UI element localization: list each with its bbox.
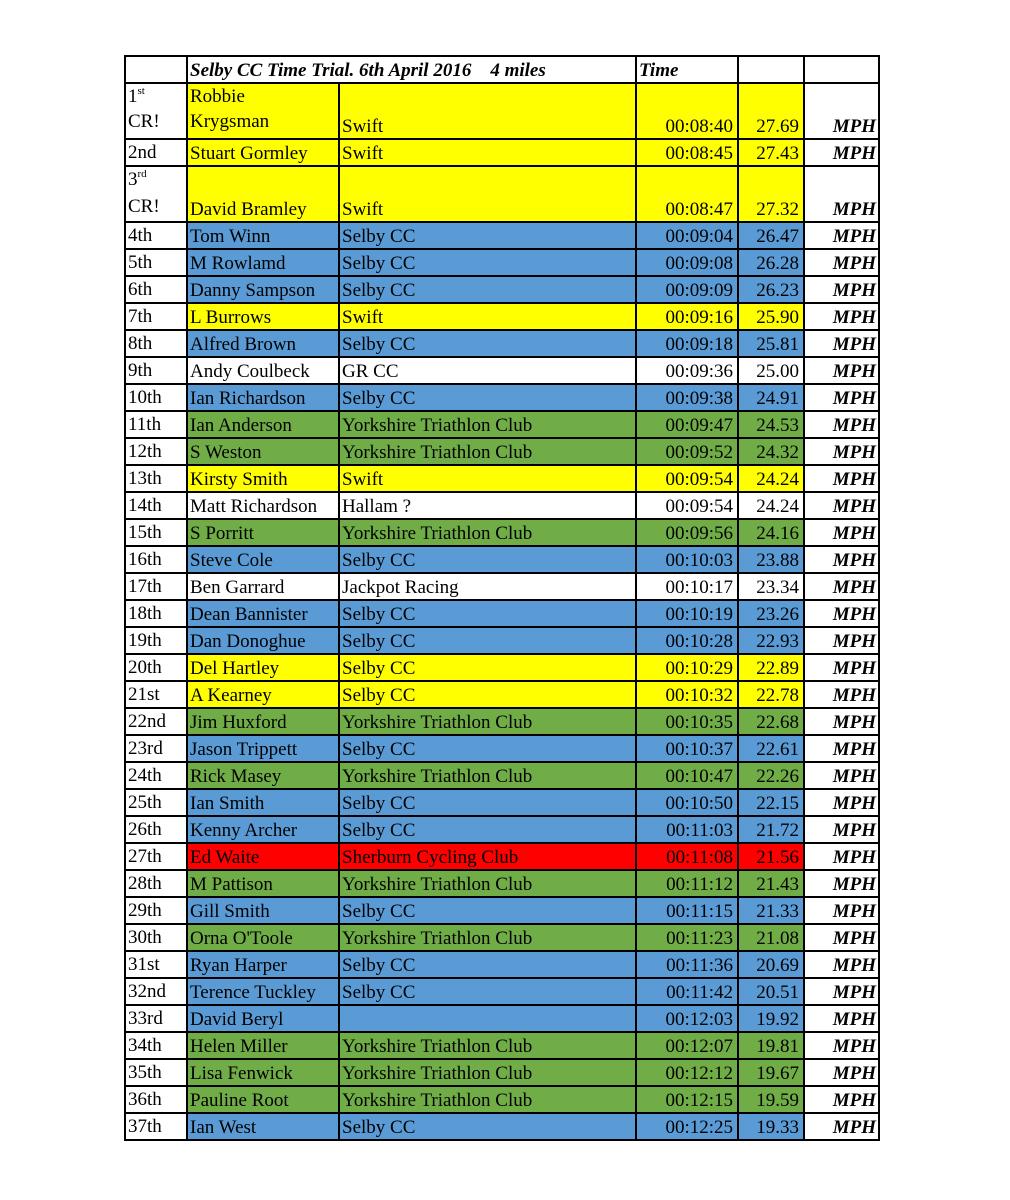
speed-cell: 27.69 bbox=[738, 83, 804, 139]
table-row bbox=[125, 303, 879, 330]
unit-cell: MPH bbox=[804, 762, 879, 789]
speed-cell: 23.88 bbox=[738, 546, 804, 573]
rider-name-cell: M Pattison bbox=[187, 870, 339, 897]
header-blank-cell bbox=[804, 56, 879, 83]
rider-first-name: Robbie bbox=[190, 86, 245, 107]
table-row bbox=[125, 465, 879, 492]
speed-cell: 25.81 bbox=[738, 330, 804, 357]
unit-cell: MPH bbox=[804, 303, 879, 330]
unit-cell: MPH bbox=[804, 83, 879, 139]
position-cell: 28th bbox=[125, 870, 187, 897]
time-cell: 00:12:12 bbox=[636, 1059, 738, 1086]
speed-cell: 22.68 bbox=[738, 708, 804, 735]
unit-cell: MPH bbox=[804, 951, 879, 978]
time-cell: 00:09:52 bbox=[636, 438, 738, 465]
position-cell: 37th bbox=[125, 1113, 187, 1140]
club-cell: Selby CC bbox=[339, 276, 636, 303]
speed-cell: 19.33 bbox=[738, 1113, 804, 1140]
rider-name-cell: Ian West bbox=[187, 1113, 339, 1140]
time-cell: 00:09:56 bbox=[636, 519, 738, 546]
club-cell: Swift bbox=[339, 465, 636, 492]
table-row bbox=[125, 951, 879, 978]
position-cell bbox=[125, 83, 187, 139]
rider-name-cell: L Burrows bbox=[187, 303, 339, 330]
table-row bbox=[125, 627, 879, 654]
rider-name-cell: Alfred Brown bbox=[187, 330, 339, 357]
time-cell: 00:08:47 bbox=[636, 166, 738, 222]
time-cell: 00:09:54 bbox=[636, 492, 738, 519]
rider-name-cell: Matt Richardson bbox=[187, 492, 339, 519]
club-cell: Selby CC bbox=[339, 978, 636, 1005]
table-row bbox=[125, 384, 879, 411]
time-cell: 00:10:47 bbox=[636, 762, 738, 789]
club-cell: Swift bbox=[339, 303, 636, 330]
club-cell: Selby CC bbox=[339, 330, 636, 357]
time-cell: 00:12:07 bbox=[636, 1032, 738, 1059]
position-cell: 2nd bbox=[125, 139, 187, 166]
unit-cell: MPH bbox=[804, 1113, 879, 1140]
time-cell: 00:12:15 bbox=[636, 1086, 738, 1113]
table-row bbox=[125, 438, 879, 465]
position-suffix: st bbox=[137, 85, 145, 97]
header-row bbox=[125, 56, 879, 83]
club-cell: Selby CC bbox=[339, 384, 636, 411]
rider-name-cell: David Bramley bbox=[187, 166, 339, 222]
unit-cell: MPH bbox=[804, 357, 879, 384]
position-cell: 29th bbox=[125, 897, 187, 924]
club-cell: GR CC bbox=[339, 357, 636, 384]
table-row bbox=[125, 978, 879, 1005]
time-cell: 00:10:35 bbox=[636, 708, 738, 735]
club-cell: Yorkshire Triathlon Club bbox=[339, 924, 636, 951]
rider-name-cell: Kenny Archer bbox=[187, 816, 339, 843]
rider-name-cell: Dean Bannister bbox=[187, 600, 339, 627]
time-cell: 00:11:03 bbox=[636, 816, 738, 843]
rider-name-cell: Dan Donoghue bbox=[187, 627, 339, 654]
time-cell: 00:10:03 bbox=[636, 546, 738, 573]
time-cell: 00:12:03 bbox=[636, 1005, 738, 1032]
position-cell: 19th bbox=[125, 627, 187, 654]
time-cell: 00:11:42 bbox=[636, 978, 738, 1005]
speed-cell: 21.56 bbox=[738, 843, 804, 870]
time-cell: 00:11:36 bbox=[636, 951, 738, 978]
table-row bbox=[125, 573, 879, 600]
club-cell: Selby CC bbox=[339, 654, 636, 681]
rider-name-cell: Kirsty Smith bbox=[187, 465, 339, 492]
speed-cell: 24.53 bbox=[738, 411, 804, 438]
position-cell: 31st bbox=[125, 951, 187, 978]
rider-last-name: Krygsman bbox=[190, 111, 270, 132]
table-row bbox=[125, 139, 879, 166]
position-cell: 16th bbox=[125, 546, 187, 573]
unit-cell: MPH bbox=[804, 573, 879, 600]
speed-cell: 24.16 bbox=[738, 519, 804, 546]
position-rank: 3rd bbox=[128, 168, 147, 190]
table-row bbox=[125, 600, 879, 627]
speed-cell: 26.28 bbox=[738, 249, 804, 276]
club-cell: Selby CC bbox=[339, 816, 636, 843]
time-cell: 00:09:36 bbox=[636, 357, 738, 384]
position-cell: 26th bbox=[125, 816, 187, 843]
position-rank: 1st bbox=[128, 85, 145, 107]
unit-cell: MPH bbox=[804, 897, 879, 924]
position-cell: 8th bbox=[125, 330, 187, 357]
table-row bbox=[125, 1086, 879, 1113]
club-cell: Sherburn Cycling Club bbox=[339, 843, 636, 870]
table-row bbox=[125, 357, 879, 384]
table-row bbox=[125, 83, 879, 139]
speed-cell: 20.51 bbox=[738, 978, 804, 1005]
time-cell: 00:09:04 bbox=[636, 222, 738, 249]
club-cell: Selby CC bbox=[339, 546, 636, 573]
position-cell: 22nd bbox=[125, 708, 187, 735]
time-cell: 00:09:54 bbox=[636, 465, 738, 492]
rider-name-cell: Stuart Gormley bbox=[187, 139, 339, 166]
time-cell: 00:10:50 bbox=[636, 789, 738, 816]
table-row bbox=[125, 222, 879, 249]
rider-name-cell: Steve Cole bbox=[187, 546, 339, 573]
club-cell: Swift bbox=[339, 139, 636, 166]
table-row bbox=[125, 519, 879, 546]
club-cell bbox=[339, 1005, 636, 1032]
club-cell: Selby CC bbox=[339, 600, 636, 627]
speed-cell: 20.69 bbox=[738, 951, 804, 978]
position-cell: 23rd bbox=[125, 735, 187, 762]
position-cell: 9th bbox=[125, 357, 187, 384]
club-cell: Yorkshire Triathlon Club bbox=[339, 708, 636, 735]
unit-cell: MPH bbox=[804, 924, 879, 951]
speed-cell: 22.61 bbox=[738, 735, 804, 762]
unit-cell: MPH bbox=[804, 222, 879, 249]
unit-cell: MPH bbox=[804, 1032, 879, 1059]
rider-name-cell: Del Hartley bbox=[187, 654, 339, 681]
unit-cell: MPH bbox=[804, 816, 879, 843]
table-row bbox=[125, 897, 879, 924]
club-cell: Selby CC bbox=[339, 789, 636, 816]
position-cell: 35th bbox=[125, 1059, 187, 1086]
table-row bbox=[125, 1059, 879, 1086]
rider-name-cell: Jason Trippett bbox=[187, 735, 339, 762]
unit-cell: MPH bbox=[804, 384, 879, 411]
rider-name-cell: Terence Tuckley bbox=[187, 978, 339, 1005]
rider-name-cell: Ian Smith bbox=[187, 789, 339, 816]
unit-cell: MPH bbox=[804, 627, 879, 654]
results-body bbox=[125, 56, 879, 1140]
speed-cell: 27.32 bbox=[738, 166, 804, 222]
position-cell bbox=[125, 166, 187, 222]
table-row bbox=[125, 492, 879, 519]
table-row bbox=[125, 249, 879, 276]
table-row bbox=[125, 411, 879, 438]
table-row bbox=[125, 681, 879, 708]
rider-name-cell: Orna O'Toole bbox=[187, 924, 339, 951]
unit-cell: MPH bbox=[804, 166, 879, 222]
unit-cell: MPH bbox=[804, 519, 879, 546]
position-cell: 7th bbox=[125, 303, 187, 330]
club-cell: Yorkshire Triathlon Club bbox=[339, 519, 636, 546]
unit-cell: MPH bbox=[804, 600, 879, 627]
position-cell: 27th bbox=[125, 843, 187, 870]
unit-cell: MPH bbox=[804, 249, 879, 276]
table-row bbox=[125, 546, 879, 573]
club-cell: Yorkshire Triathlon Club bbox=[339, 411, 636, 438]
speed-cell: 21.33 bbox=[738, 897, 804, 924]
unit-cell: MPH bbox=[804, 492, 879, 519]
rider-name-cell: A Kearney bbox=[187, 681, 339, 708]
rider-name-cell: Tom Winn bbox=[187, 222, 339, 249]
time-cell: 00:08:45 bbox=[636, 139, 738, 166]
position-suffix: rd bbox=[137, 168, 147, 180]
position-cell: 36th bbox=[125, 1086, 187, 1113]
speed-cell: 23.26 bbox=[738, 600, 804, 627]
position-cell: 24th bbox=[125, 762, 187, 789]
header-blank-cell bbox=[125, 56, 187, 83]
position-cell: 25th bbox=[125, 789, 187, 816]
header-blank-cell bbox=[738, 56, 804, 83]
unit-cell: MPH bbox=[804, 735, 879, 762]
unit-cell: MPH bbox=[804, 978, 879, 1005]
table-row bbox=[125, 166, 879, 222]
club-cell: Yorkshire Triathlon Club bbox=[339, 1086, 636, 1113]
unit-cell: MPH bbox=[804, 870, 879, 897]
course-record-note: CR! bbox=[128, 111, 160, 132]
time-cell: 00:10:17 bbox=[636, 573, 738, 600]
rider-name-cell: Ed Waite bbox=[187, 843, 339, 870]
unit-cell: MPH bbox=[804, 330, 879, 357]
club-cell: Yorkshire Triathlon Club bbox=[339, 438, 636, 465]
unit-cell: MPH bbox=[804, 465, 879, 492]
unit-cell: MPH bbox=[804, 546, 879, 573]
club-cell: Yorkshire Triathlon Club bbox=[339, 870, 636, 897]
speed-cell: 24.24 bbox=[738, 465, 804, 492]
speed-cell: 22.26 bbox=[738, 762, 804, 789]
position-cell: 4th bbox=[125, 222, 187, 249]
time-cell: 00:09:38 bbox=[636, 384, 738, 411]
rider-name-cell: S Porritt bbox=[187, 519, 339, 546]
table-row bbox=[125, 708, 879, 735]
speed-cell: 26.47 bbox=[738, 222, 804, 249]
table-row bbox=[125, 1113, 879, 1140]
unit-cell: MPH bbox=[804, 1059, 879, 1086]
unit-cell: MPH bbox=[804, 139, 879, 166]
club-cell: Selby CC bbox=[339, 1113, 636, 1140]
club-cell: Selby CC bbox=[339, 627, 636, 654]
speed-cell: 22.15 bbox=[738, 789, 804, 816]
time-cell: 00:10:19 bbox=[636, 600, 738, 627]
speed-cell: 21.43 bbox=[738, 870, 804, 897]
speed-cell: 19.81 bbox=[738, 1032, 804, 1059]
position-cell: 15th bbox=[125, 519, 187, 546]
table-row bbox=[125, 924, 879, 951]
club-cell: Selby CC bbox=[339, 897, 636, 924]
course-record-note: CR! bbox=[128, 196, 160, 217]
speed-cell: 26.23 bbox=[738, 276, 804, 303]
table-row bbox=[125, 843, 879, 870]
speed-cell: 25.90 bbox=[738, 303, 804, 330]
time-cell: 00:08:40 bbox=[636, 83, 738, 139]
position-cell: 32nd bbox=[125, 978, 187, 1005]
club-cell: Yorkshire Triathlon Club bbox=[339, 762, 636, 789]
rider-name-cell: S Weston bbox=[187, 438, 339, 465]
club-cell: Selby CC bbox=[339, 249, 636, 276]
club-cell: Swift bbox=[339, 83, 636, 139]
table-row bbox=[125, 1005, 879, 1032]
table-row bbox=[125, 1032, 879, 1059]
rider-name-cell: Ben Garrard bbox=[187, 573, 339, 600]
time-cell: 00:11:23 bbox=[636, 924, 738, 951]
speed-cell: 22.93 bbox=[738, 627, 804, 654]
club-cell: Swift bbox=[339, 166, 636, 222]
position-cell: 34th bbox=[125, 1032, 187, 1059]
time-cell: 00:12:25 bbox=[636, 1113, 738, 1140]
rider-name-cell: M Rowlamd bbox=[187, 249, 339, 276]
position-cell: 20th bbox=[125, 654, 187, 681]
unit-cell: MPH bbox=[804, 654, 879, 681]
time-cell: 00:09:16 bbox=[636, 303, 738, 330]
rider-name-cell: Andy Coulbeck bbox=[187, 357, 339, 384]
club-cell: Selby CC bbox=[339, 951, 636, 978]
speed-cell: 25.00 bbox=[738, 357, 804, 384]
speed-cell: 19.92 bbox=[738, 1005, 804, 1032]
speed-cell: 27.43 bbox=[738, 139, 804, 166]
time-cell: 00:09:18 bbox=[636, 330, 738, 357]
rider-name-cell: Danny Sampson bbox=[187, 276, 339, 303]
speed-cell: 24.32 bbox=[738, 438, 804, 465]
unit-cell: MPH bbox=[804, 438, 879, 465]
rider-name-cell: Ian Anderson bbox=[187, 411, 339, 438]
table-row bbox=[125, 330, 879, 357]
unit-cell: MPH bbox=[804, 1005, 879, 1032]
position-cell: 30th bbox=[125, 924, 187, 951]
unit-cell: MPH bbox=[804, 843, 879, 870]
results-table bbox=[124, 55, 880, 1141]
time-cell: 00:10:29 bbox=[636, 654, 738, 681]
time-cell: 00:11:15 bbox=[636, 897, 738, 924]
position-cell: 13th bbox=[125, 465, 187, 492]
speed-cell: 19.67 bbox=[738, 1059, 804, 1086]
speed-cell: 23.34 bbox=[738, 573, 804, 600]
speed-cell: 21.72 bbox=[738, 816, 804, 843]
rider-name-cell: David Beryl bbox=[187, 1005, 339, 1032]
position-cell: 6th bbox=[125, 276, 187, 303]
position-cell: 33rd bbox=[125, 1005, 187, 1032]
rider-name-cell: Pauline Root bbox=[187, 1086, 339, 1113]
time-cell: 00:10:28 bbox=[636, 627, 738, 654]
unit-cell: MPH bbox=[804, 411, 879, 438]
position-cell: 11th bbox=[125, 411, 187, 438]
position-cell: 12th bbox=[125, 438, 187, 465]
unit-cell: MPH bbox=[804, 789, 879, 816]
club-cell: Yorkshire Triathlon Club bbox=[339, 1059, 636, 1086]
time-cell: 00:09:09 bbox=[636, 276, 738, 303]
unit-cell: MPH bbox=[804, 1086, 879, 1113]
table-row bbox=[125, 870, 879, 897]
speed-cell: 19.59 bbox=[738, 1086, 804, 1113]
time-cell: 00:09:47 bbox=[636, 411, 738, 438]
club-cell: Jackpot Racing bbox=[339, 573, 636, 600]
rider-name-cell: Jim Huxford bbox=[187, 708, 339, 735]
position-cell: 5th bbox=[125, 249, 187, 276]
speed-cell: 22.89 bbox=[738, 654, 804, 681]
time-column-header: Time bbox=[636, 56, 738, 83]
table-row bbox=[125, 735, 879, 762]
rider-name-cell: Helen Miller bbox=[187, 1032, 339, 1059]
rider-name-cell bbox=[187, 83, 339, 139]
club-cell: Selby CC bbox=[339, 681, 636, 708]
rider-name-cell: Ian Richardson bbox=[187, 384, 339, 411]
speed-cell: 21.08 bbox=[738, 924, 804, 951]
time-cell: 00:11:08 bbox=[636, 843, 738, 870]
speed-cell: 24.24 bbox=[738, 492, 804, 519]
unit-cell: MPH bbox=[804, 708, 879, 735]
position-cell: 10th bbox=[125, 384, 187, 411]
club-cell: Selby CC bbox=[339, 735, 636, 762]
club-cell: Hallam ? bbox=[339, 492, 636, 519]
position-cell: 21st bbox=[125, 681, 187, 708]
time-cell: 00:10:32 bbox=[636, 681, 738, 708]
page-title: Selby CC Time Trial. 6th April 2016 4 miles bbox=[187, 56, 636, 83]
unit-cell: MPH bbox=[804, 681, 879, 708]
rider-name-cell: Ryan Harper bbox=[187, 951, 339, 978]
speed-cell: 24.91 bbox=[738, 384, 804, 411]
position-cell: 18th bbox=[125, 600, 187, 627]
table-row bbox=[125, 762, 879, 789]
club-cell: Yorkshire Triathlon Club bbox=[339, 1032, 636, 1059]
club-cell: Selby CC bbox=[339, 222, 636, 249]
time-cell: 00:11:12 bbox=[636, 870, 738, 897]
time-cell: 00:09:08 bbox=[636, 249, 738, 276]
position-cell: 14th bbox=[125, 492, 187, 519]
table-row bbox=[125, 654, 879, 681]
position-cell: 17th bbox=[125, 573, 187, 600]
table-row bbox=[125, 816, 879, 843]
unit-cell: MPH bbox=[804, 276, 879, 303]
rider-name-cell: Gill Smith bbox=[187, 897, 339, 924]
table-row bbox=[125, 276, 879, 303]
table-row bbox=[125, 789, 879, 816]
rider-name-cell: Rick Masey bbox=[187, 762, 339, 789]
speed-cell: 22.78 bbox=[738, 681, 804, 708]
rider-name-cell: Lisa Fenwick bbox=[187, 1059, 339, 1086]
time-cell: 00:10:37 bbox=[636, 735, 738, 762]
